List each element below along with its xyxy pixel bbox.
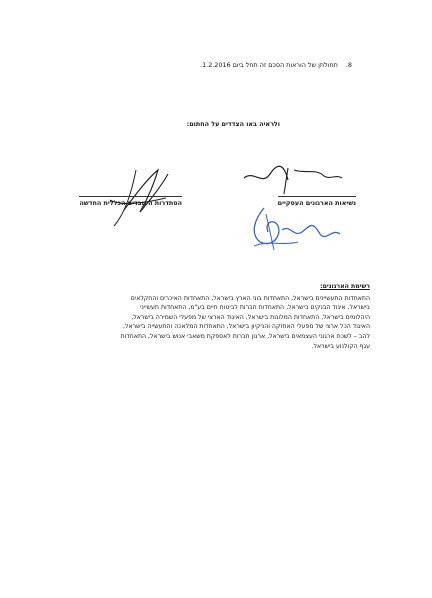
organizations-line: בישראל, איגוד הבנקים בישראל, התאחדות חברות לביטוח חיים בע"מ, התאחדות תעשייני (140, 304, 370, 312)
organizations-line: היהלומים בישראל, התאחדות המלונות בישראל, האיגוד הארצי של מפעלי השמירה בישראל, (131, 313, 370, 321)
organizations-line: התאחדות התעשיינים בישראל, התאחדות בוני הארץ בישראל, התאחדות האיכרים והחקלאים (130, 294, 370, 302)
organizations-line: להב – לשכת ארגוני העצמאים בישראל, ארגון חברות לאספקת משאבי אנוש בישראל, התאחדות (120, 332, 370, 340)
organizations-line: האיגוד הכל ארצי של מפעלי האחזקה והניקיון בישראל, התאחדות המלאכה והתעשייה בישראל, (122, 323, 370, 331)
witness-statement: ולראיה באו הצדדים על החתום: (186, 120, 280, 128)
signature-employers-icon (224, 150, 374, 270)
organizations-line: עגף הקולנוע בישראל. (311, 342, 370, 350)
clause-8 (122, 61, 352, 69)
organizations-title: רשימת הארגונים: (320, 283, 370, 290)
clause-text: תחולתן של הוראות הסכם זה תחל ביום 1.2.2016. (200, 61, 338, 69)
clause-number: 8. (345, 61, 352, 69)
signature-block-histadrut (40, 160, 190, 280)
signature-block-employers (224, 150, 374, 270)
signature-label-employers: נשיאות הארגונים העסקיים (278, 196, 356, 207)
signature-histadrut-icon (40, 160, 190, 280)
signature-label-histadrut: הסתדרות העובדים הכללית החדשה (79, 196, 182, 207)
organizations-list (54, 282, 370, 351)
